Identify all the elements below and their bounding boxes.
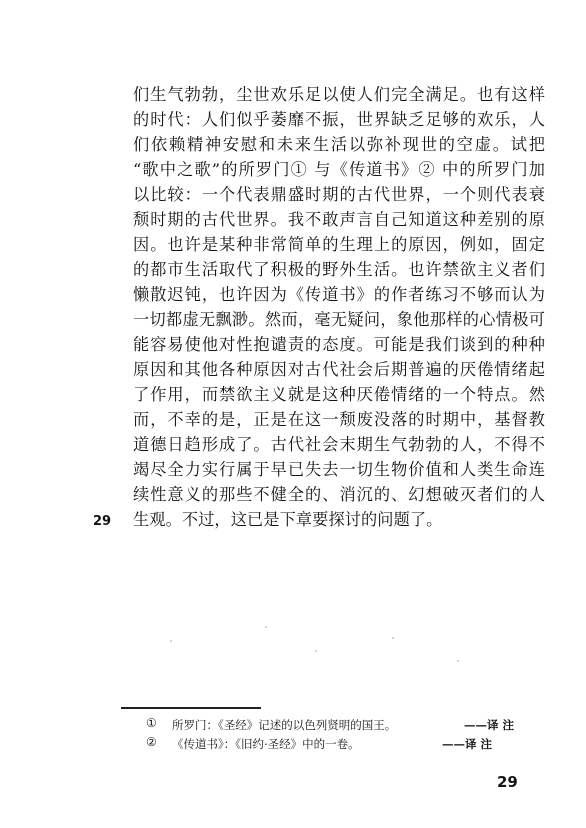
scan-speck — [457, 660, 459, 662]
footnote-attribution: ——译 注 — [464, 718, 515, 732]
scan-speck — [265, 626, 267, 628]
text-line: 生观。不过，这已是下章要探讨的问题了。 — [133, 510, 443, 529]
text-line: 了作用，而禁欲主义就是这种厌倦情绪的一个特点。然 — [133, 385, 545, 404]
text-line: 的都市生活取代了积极的野外生活。也许禁欲主义者们 — [133, 260, 545, 279]
text-line: 道德日趋形成了。古代社会末期生气勃勃的人，不得不 — [133, 435, 545, 454]
text-line: 们生气勃勃，尘世欢乐足以使人们完全满足。也有这样 — [133, 85, 545, 104]
text-line: 们依赖精神安慰和未来生活以弥补现世的空虚。试把 — [133, 135, 545, 154]
text-line: 原因和其他各种原因对古代社会后期普遍的厌倦情绪起 — [133, 360, 545, 379]
scan-speck — [315, 650, 317, 652]
text-line: 的时代：人们似乎萎靡不振，世界缺乏足够的欢乐，人 — [133, 110, 545, 129]
text-line: 续性意义的那些不健全的、消沉的、幻想破灭者们的人 — [133, 485, 545, 504]
footnote-marker: ② — [146, 735, 157, 749]
footnote-attribution: ——译 注 — [442, 737, 493, 751]
text-line: 以比较：一个代表鼎盛时期的古代世界，一个则代表衰 — [133, 185, 545, 204]
margin-page-number: 29 — [93, 514, 112, 529]
scan-speck — [392, 637, 394, 639]
footnote-text: 所罗门：《圣经》记述的以色列贤明的国王。 — [172, 718, 397, 732]
text-line: 颓时期的古代世界。我不敢声言自己知道这种差别的原 — [133, 210, 545, 229]
footnote-text: 《传道书》：《旧约·圣经》中的一卷。 — [172, 737, 360, 751]
text-line: “歌中之歌”的所罗门① 与《传道书》② 中的所罗门加 — [133, 160, 545, 179]
scan-speck — [170, 640, 172, 642]
footnote-divider — [121, 707, 261, 709]
page-number: 29 — [497, 773, 518, 791]
footnote-marker: ① — [146, 716, 157, 730]
text-line: 竭尽全力实行属于早已失去一切生物价值和人类生命连 — [133, 460, 545, 479]
text-line: 因。也许是某种非常简单的生理上的原因，例如，固定 — [133, 235, 545, 254]
text-line: 一切都虚无飘渺。然而，毫无疑问，象他那样的心情极可 — [133, 310, 545, 329]
text-line: 而，不幸的是，正是在这一颓废没落的时期中，基督教 — [133, 410, 545, 429]
text-line: 懒散迟钝，也许因为《传道书》的作者练习不够而认为 — [133, 285, 545, 304]
text-line: 能容易使他对性抱谴责的态度。可能是我们谈到的种种 — [133, 335, 545, 354]
